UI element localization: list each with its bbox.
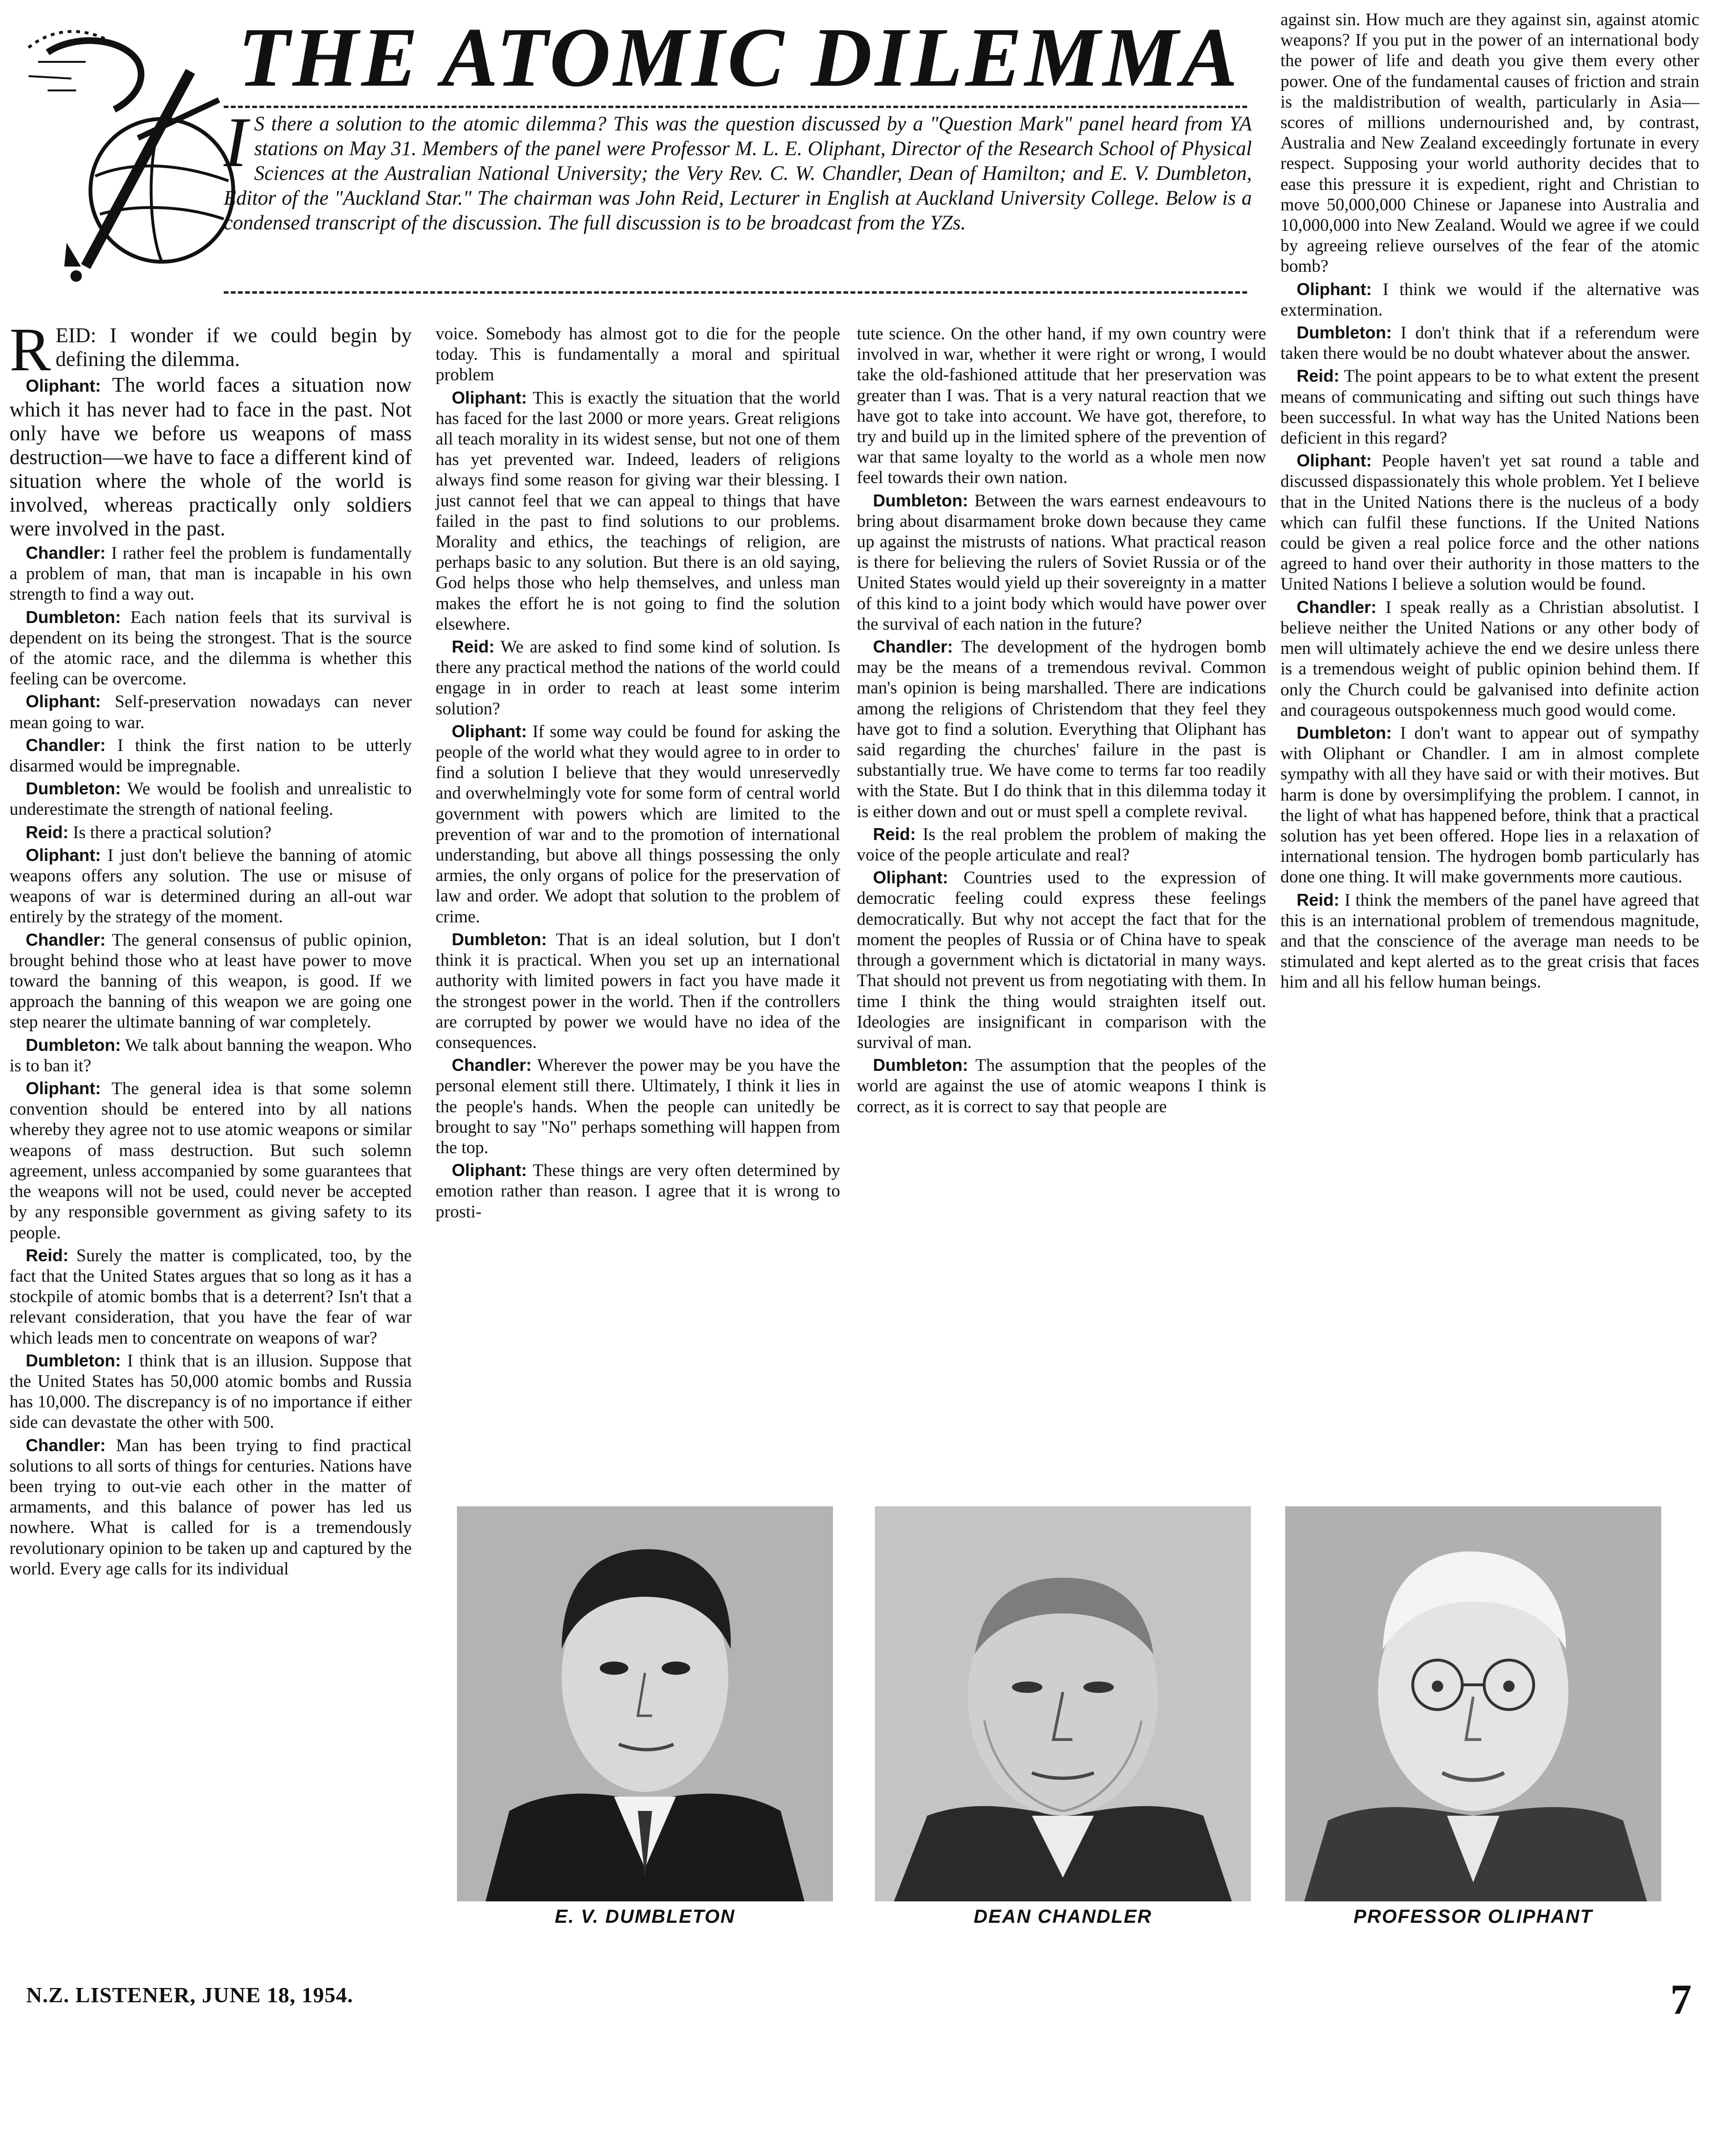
paragraph	[10, 845, 412, 928]
paragraph-text: This is exactly the situation that the world has faced for the last 2000 or more years. Great religions all teach morality in its widest sense, but not one of them has yet prevented war. Indeed, leaders of religions always find some reason for giving war their blessing. I just cannot feel that we can appeal to things that have failed in the past to find solutions to our problems. Morality and ethics, the teachings of religion, are perhaps basic to any solution. But there is an old saying, God helps those who help themselves, and unless man makes the effort he is not going to find the solution elsewhere.	[436, 388, 840, 634]
paragraph-text: If some way could be found for asking the people of the world what they would agree to in order to find a solution I believe that they would unreservedly and overwhelmingly vote for some form of central world government with powers which are limited to the prevention of war and to the promotion of international understanding, but above all things possessing the only armies, the only organs of police for the preservation of law and order. We adopt that solution to the problem of crime.	[436, 722, 841, 927]
paragraph-text: Surely the matter is complicated, too, by the fact that the United States argues that so long as it has a stockpile of atomic bombs that is a deterrent? Isn't that a relevant consideration, that you have the fear of war which leads men to concentrate on weapons of war?	[10, 1246, 412, 1348]
caption-dumbleton: E. V. DUMBLETON	[555, 1906, 735, 1927]
speaker-label: Reid:	[873, 824, 916, 844]
paragraph	[10, 930, 412, 1033]
paragraph	[1280, 366, 1699, 448]
column-1	[10, 316, 412, 1581]
page-number: 7	[1670, 1976, 1692, 2023]
article-intro	[224, 103, 1252, 288]
paragraph	[10, 1078, 412, 1243]
speaker-label: Oliphant:	[452, 1160, 527, 1180]
speaker-label: Reid:	[26, 822, 69, 842]
paragraph-text: Is there a practical solution?	[73, 822, 272, 842]
paragraph	[857, 324, 1266, 488]
paragraph-text: Man has been trying to find practical solutions to all sorts of things for centuries. Nations have been trying to out-vie each other in the matter of armaments, and this balance of power has led us nowhere. What is called for is a tremendously revolutionary opinion to be taken up and captured by the world. Every age calls for its individual	[10, 1435, 412, 1579]
paragraph-text: The general idea is that some solemn convention should be entered into by all nations whereby they agree not to use atomic weapons or similar weapons of mass destruction. But such solemn agreement, unless accompanied by some guarantees that the weapons will not be used, could never be accepted by any responsible government as giving safety to its people.	[10, 1079, 412, 1243]
speaker-label: Oliphant:	[1297, 279, 1372, 299]
column-2	[436, 324, 840, 1224]
paragraph-text: Between the wars earnest endeavours to bring about disarmament broke down because they came up against the mistrusts of nations. What practical reason is there for believing the rulers of Soviet Russia or of the United States would yield up their sovereignty in a matter of this kind to a joint body which would have power over the survival of each nation in the future?	[857, 491, 1267, 634]
speaker-label: Chandler:	[26, 543, 106, 563]
paragraph	[436, 324, 840, 386]
paragraph	[10, 735, 412, 776]
paragraph	[436, 636, 840, 719]
paragraph	[857, 1055, 1266, 1117]
paragraph-text: voice. Somebody has almost got to die for the people today. This is fundamentally a moral and spiritual problem	[436, 324, 840, 385]
paragraph	[10, 543, 412, 605]
paragraph-text: I just don't believe the banning of atomic weapons offers any solution. The use or misuse of weapons of war is determined during an all-out war entirely by the strategy of the moment.	[10, 845, 412, 927]
speaker-label: Oliphant:	[873, 868, 948, 888]
paragraph	[10, 822, 412, 843]
intro-text: S there a solution to the atomic dilemma? This was the question discussed by a "Question Mark" panel heard from YA stations on May 31. Members of the panel were Professor M. L. E. Oliphant, Director of the Research School of Physical Sciences at the Australian National University; the Very Rev. C. W. Chandler, Dean of Hamilton; and E. V. Dumbleton, Editor of the "Auckland Star." The chairman was John Reid, Lecturer in English at Auckland University College. Below is a condensed transcript of the discussion. The full discussion is to be broadcast from the YZs.	[224, 113, 1252, 234]
paragraph	[436, 387, 840, 634]
paragraph-text: I think that is an illusion. Suppose that the United States has 50,000 atomic bombs and Russia has 10,000. The discrepancy is of no importance if either side can devastate the other with 500.	[10, 1351, 412, 1433]
paragraph-text: I think the members of the panel have agreed that this is an international problem of tremendous magnitude, and that the conscience of the average man needs to be stimulated and kept alerted as to the great crisis that faces him and all his fellow human beings.	[1280, 890, 1699, 992]
speaker-label: Dumbleton:	[26, 607, 121, 627]
question-mark-logo	[19, 19, 238, 286]
photo-chandler	[875, 1506, 1251, 1901]
speaker-label: Chandler:	[26, 735, 106, 755]
paragraph	[10, 316, 412, 384]
paragraph-text: We are asked to find some kind of solution. Is there any practical method the nations of the world could engage in in order to reach at least some interim solution?	[436, 637, 840, 719]
paragraph	[1280, 722, 1699, 888]
paragraph-text: People haven't yet sat round a table and discussed dispassionately this whole problem. Yet I believe that in the United Nations there is the nucleus of a body which can fulfil these functions. If the United Nations could be given a real police force and the other nations agreed to hand over their authority in those matters to the United Nations I believe a solution would be found.	[1280, 451, 1700, 594]
paragraph	[10, 1350, 412, 1433]
speaker-label: Dumbleton:	[452, 929, 547, 949]
speaker-label: Oliphant:	[26, 1078, 101, 1098]
paragraph	[436, 929, 840, 1053]
speaker-label: Chandler:	[1297, 597, 1377, 617]
speaker-label: Chandler:	[873, 637, 953, 657]
paragraph-text: That is an ideal solution, but I don't think it is practical. When you set up an international authority with limited powers in fact you have made it the strongest power in the world. Then if the controllers are corrupted by power we would have no idea of the consequences.	[436, 930, 840, 1052]
paragraph-text: We would be foolish and unrealistic to underestimate the strength of national feeling.	[10, 779, 412, 820]
paragraph	[1280, 322, 1699, 364]
paragraph-text: The point appears to be to what extent the present means of communicating and sifting out such things have been successful. In what way has the United Nations been deficient in this regard?	[1280, 366, 1699, 448]
caption-chandler: DEAN CHANDLER	[973, 1906, 1152, 1927]
speaker-label: Reid:	[452, 637, 495, 657]
paragraph-text: I rather feel the problem is fundamentally a problem of man, that man is incapable in his own strength to find a way out.	[10, 544, 412, 604]
paragraph	[857, 636, 1266, 822]
paragraph	[436, 721, 840, 927]
paragraph-text: tute science. On the other hand, if my own country were involved in war, whether it were right or wrong, I would take the old-fashioned attitude that her preservation was greater than I was. That is a very natural reaction that we have got to take into account. We have got, therefore, to try and build up in the limited sphere of the prevention of war that same loyalty to the world as a whole men now feel towards their own nation.	[857, 324, 1266, 488]
paragraph-text: I think we would if the alternative was extermination.	[1280, 279, 1700, 320]
caption-oliphant: PROFESSOR OLIPHANT	[1353, 1906, 1593, 1927]
speaker-label: Reid:	[1297, 366, 1339, 386]
speaker-label: Dumbleton:	[1297, 323, 1392, 343]
paragraph-text: I think the first nation to be utterly disarmed would be impregnable.	[10, 735, 412, 776]
speaker-label: Dumbleton:	[26, 1035, 121, 1055]
paragraph	[1280, 450, 1699, 594]
speaker-label: Oliphant:	[26, 376, 101, 396]
paragraph-text: The development of the hydrogen bomb may be the means of a tremendous revival. Common man's opinion is being marshalled. There are indications among the religions of Christendom that they feel they have got to find a solution. Everything that Oliphant has said regarding the churches' failure in the past is substantially true. We have come to terms far too readily with the State. But I do think that in this dilemma today it is either down and out or must spell a complete revival.	[857, 637, 1266, 821]
paragraph	[1280, 10, 1699, 277]
speaker-label: Oliphant:	[452, 721, 527, 741]
paragraph-text: Is the real problem the problem of making the voice of the people articulate and real?	[857, 824, 1267, 865]
speaker-label: Chandler:	[26, 930, 106, 949]
speaker-label: Reid:	[1297, 890, 1339, 910]
speaker-label: Oliphant:	[1297, 451, 1372, 471]
paragraph-text: We talk about banning the weapon. Who is to ban it?	[10, 1035, 412, 1076]
speaker-label: Oliphant:	[26, 692, 101, 712]
speaker-label: Dumbleton:	[873, 1055, 968, 1075]
paragraph	[10, 1435, 412, 1579]
paragraph	[10, 1245, 412, 1348]
speaker-label: Dumbleton:	[1297, 722, 1392, 742]
paragraph	[857, 867, 1266, 1053]
speaker-label: Dumbleton:	[26, 1350, 121, 1370]
paragraph	[10, 373, 412, 541]
speaker-label: Dumbleton:	[26, 779, 121, 799]
column-4	[1280, 10, 1699, 995]
speaker-label: Chandler:	[452, 1055, 532, 1075]
paragraph-text: These things are very often determined by emotion rather than reason. I agree that it is wrong to prosti-	[436, 1161, 840, 1222]
paragraph-text: Self-preservation nowadays can never mean going to war.	[10, 692, 412, 732]
speaker-label: Chandler:	[26, 1435, 106, 1455]
paragraph-text: I don't want to appear out of sympathy with Oliphant or Chandler. I am in almost complete sympathy with all they have said or with their motives. But harm is done by oversimplifying the problem. I cannot, in the light of what has happened before, think that a practical solution has yet been offered. Hope lies in a relaxation of international tension. The hydrogen bomb particularly has done one thing. It will make governments more cautious.	[1280, 723, 1699, 887]
publication-footer: N.Z. LISTENER, JUNE 18, 1954.	[26, 1983, 354, 2007]
paragraph	[10, 1035, 412, 1076]
paragraph	[436, 1055, 840, 1158]
column-3	[857, 324, 1266, 1119]
paragraph-text: The general consensus of public opinion, brought behind those who at least have power to move toward the banning of this weapon, is good. If we approach the banning of this weapon we are going one step nearer the ultimate banning of war completely.	[10, 930, 412, 1032]
paragraph-text: I don't think that if a referendum were taken there would be no doubt whatever about the answer.	[1280, 323, 1700, 364]
speaker-label: Dumbleton:	[873, 490, 968, 510]
intro-rule	[224, 291, 1247, 294]
title-rule	[224, 106, 1247, 108]
drop-cap: R	[10, 316, 51, 384]
paragraph-text: EID: I wonder if we could begin by defining the dilemma.	[55, 324, 412, 371]
paragraph	[857, 490, 1266, 634]
paragraph	[10, 691, 412, 732]
paragraph-text: The assumption that the peoples of the world are against the use of atomic weapons I think is correct, as it is correct to say that people are	[857, 1056, 1266, 1117]
paragraph-text: against sin. How much are they against sin, against atomic weapons? If you put in the power of an international body the power of life and death you give them every other power. One of the fundamental causes of friction and strain is the maldistribution of wealth, particularly in Asia—scores of millions undernourished and, by contrast, Australia and New Zealand exceedingly fortunate in every respect. Supposing your world authority decides that to ease this pressure it is expedient, right and Christian to move 50,000,000 Chinese or Japanese into Australia and 10,000,000 into New Zealand. Would we agree if we could by agreeing relieve ourselves of the fear of the atomic bomb?	[1280, 10, 1699, 277]
paragraph-text: Wherever the power may be you have the personal element still there. Ultimately, I think it lies in the people's hands. When the people can unitedly be brought to say "No" perhaps something will happen from the top.	[436, 1056, 840, 1157]
paragraph-text: The world faces a situation now which it has never had to face in the past. Not only have we before us weapons of mass destruction—we have to face a different kind of situation where the whole of the world is involved, whereas practically only soldiers were involved in the past.	[10, 373, 412, 540]
paragraph	[1280, 597, 1699, 721]
intro-drop-cap: I	[224, 103, 248, 182]
paragraph	[857, 824, 1266, 865]
paragraph-text: I speak really as a Christian absolutist. I believe neither the United Nations or any other body of men will ultimately achieve the end we desire unless there is a tremendous weight of public opinion behind them. If only the Church could be galvanised into definite action and courageous outspokenness much good would come.	[1280, 597, 1699, 720]
paragraph-text: Each nation feels that its survival is dependent on its being the strongest. That is the source of the atomic race, and the dilemma is whether this feeling can be overcome.	[10, 607, 412, 689]
paragraph	[10, 778, 412, 820]
paragraph	[1280, 279, 1699, 320]
paragraph	[1280, 890, 1699, 993]
paragraph	[436, 1160, 840, 1222]
paragraph-text: Countries used to the expression of democratic feeling could express these feelings democratically. But why not accept the fact that for the moment the peoples of Russia or of China have to speak through a government which is dictatorial in many ways. That should not prevent us from negotiating with them. In time I think the thing would straighten itself out. Ideologies are insignificant in comparison with the survival of man.	[857, 868, 1267, 1052]
speaker-label: Oliphant:	[26, 845, 101, 865]
speaker-label: Reid:	[26, 1245, 69, 1265]
speaker-label: Oliphant:	[452, 387, 527, 407]
article-title: THE ATOMIC DILEMMA	[238, 10, 1241, 104]
paragraph	[10, 607, 412, 690]
photo-dumbleton	[457, 1506, 833, 1901]
photo-oliphant	[1285, 1506, 1661, 1901]
